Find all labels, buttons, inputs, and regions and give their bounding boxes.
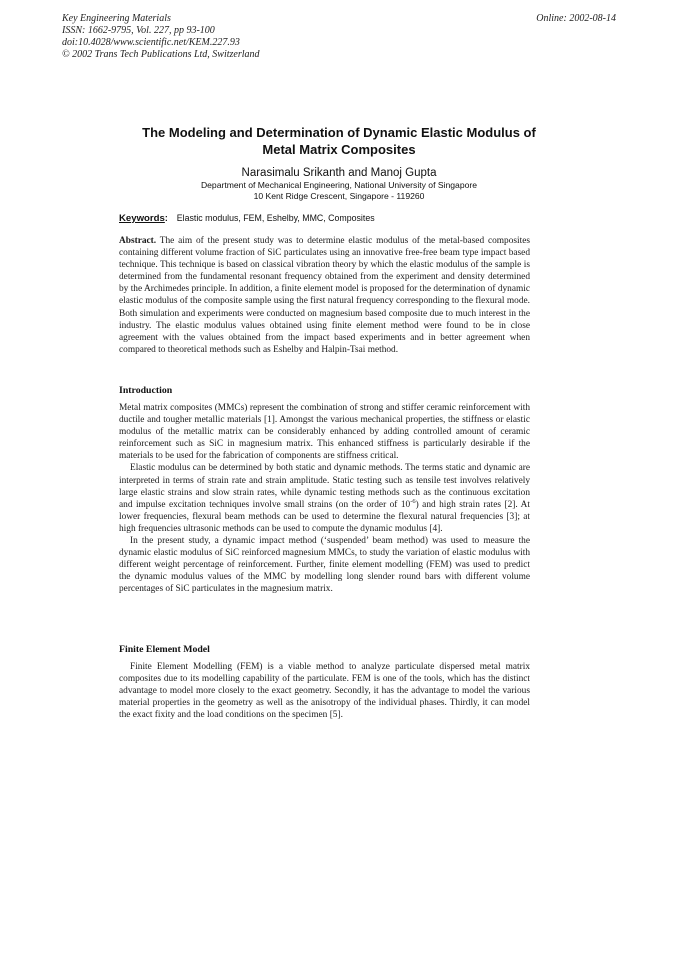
title-line-2: Metal Matrix Composites — [262, 142, 416, 157]
affiliation-line-1: Department of Mechanical Engineering, National University of Singapore — [200, 180, 478, 190]
journal-name: Key Engineering Materials — [62, 13, 171, 24]
journal-issn: ISSN: 1662-9795, Vol. 227, pp 93-100 — [62, 25, 215, 36]
paper-title — [100, 124, 578, 158]
abstract-text: The aim of the present study was to determine elastic modulus of the metal-based composites containing different volume fraction of SiC particulates using an innovative free-free beam type impact based technique. This technique is based on classical vibration theory by which the elastic modulus of the sample is determined from the fundamental resonant frequency obtained from the experiment and density determined by the Archimedes principle. In addition, a finite element model is proposed for the determination of dynamic elastic modulus of the composite sample using the first natural frequency corresponding to the flexural mode. Both simulation and experiments were conducted on magnesium based composite due to much interest in the industry. The elastic modulus values obtained using finite element method were found to be in close agreement with the values obtained from the impact based experiments and in better agreement when compared to theoretical methods such as Eshelby and Halpin-Tsai method. — [119, 236, 530, 355]
keywords-text: Elastic modulus, FEM, Eshelby, MMC, Composites — [176, 213, 375, 223]
keywords-separator: : — [164, 213, 168, 223]
journal-doi[interactable]: doi:10.4028/www.scientific.net/KEM.227.93 — [62, 37, 240, 48]
affiliation — [100, 180, 578, 202]
intro-paragraph-3: In the present study, a dynamic impact method (‘suspended’ beam method) was used to measure the dynamic elastic modulus of SiC reinforced magnesium MMCs, to study the variation of elastic modulus with different weight percentage of reinforcement. Further, finite element modelling (FEM) was used to predict the dynamic modulus values of the MMC by modelling long slender round bars with different volume percentages of SiC particulates in the magnesium matrix. — [119, 536, 530, 595]
introduction-body — [119, 402, 530, 596]
keywords-label: Keywords — [119, 213, 165, 224]
fem-body — [119, 661, 530, 721]
keywords — [119, 212, 375, 225]
introduction-heading: Introduction — [119, 385, 173, 396]
intro-paragraph-1: Metal matrix composites (MMCs) represent the combination of strong and stiffer ceramic reinforcement with ductile and tougher metallic materials [1]. Amongst the various mechanical properties, the stiffness or elastic modulus of the metallic matrix can be considerably enhanced by adding controlled amount of ceramic reinforcement such as SiC in magnesium matrix. This enhanced stiffness is particularly desirable if the materials to be used for the fabrication of components are stiffness critical. — [119, 403, 530, 462]
abstract — [119, 235, 530, 356]
journal-copyright: © 2002 Trans Tech Publications Ltd, Switzerland — [62, 49, 260, 60]
intro-paragraph-2: Elastic modulus can be determined by both static and dynamic methods. The terms static and dynamic are interpreted in terms of strain rate and strain amplitude. Static testing such as tensile test involves relatively large elastic strains and slow strain rates, while dynamic testing methods such as the continuous excitation and impulse excitation techniques involve small strains (on the order of $10^{-6}$) and high strain rates [2]. At lower frequencies, flexural beam methods can be used to determine the flexural natural frequencies [3]; at high frequencies ultrasonic methods can be used to compute the dynamic modulus [4]. — [119, 463, 530, 534]
fem-paragraph-1: Finite Element Modelling (FEM) is a viable method to analyze particulate dispersed metal matrix composites due to its modelling capability of the particulate. FEM is one of the tools, which has the distinct advantage to model more closely to the exact geometry. Secondly, it has the advantage to model the various material properties in the geometry as well as the anisotropy of the individual phases. Thirdly, it can model the exact fixity and the load conditions on the specimen [5]. — [119, 662, 530, 721]
affiliation-line-2: 10 Kent Ridge Crescent, Singapore - 119260 — [253, 191, 425, 201]
abstract-label: Abstract. — [119, 236, 157, 246]
authors: Narasimalu Srikanth and Manoj Gupta — [241, 167, 437, 179]
exponent: -6 — [410, 497, 416, 505]
fem-heading: Finite Element Model — [119, 644, 210, 655]
online-date: Online: 2002-08-14 — [536, 13, 616, 24]
journal-header — [62, 13, 260, 61]
title-line-1: The Modeling and Determination of Dynamic Elastic Modulus of — [142, 125, 536, 140]
